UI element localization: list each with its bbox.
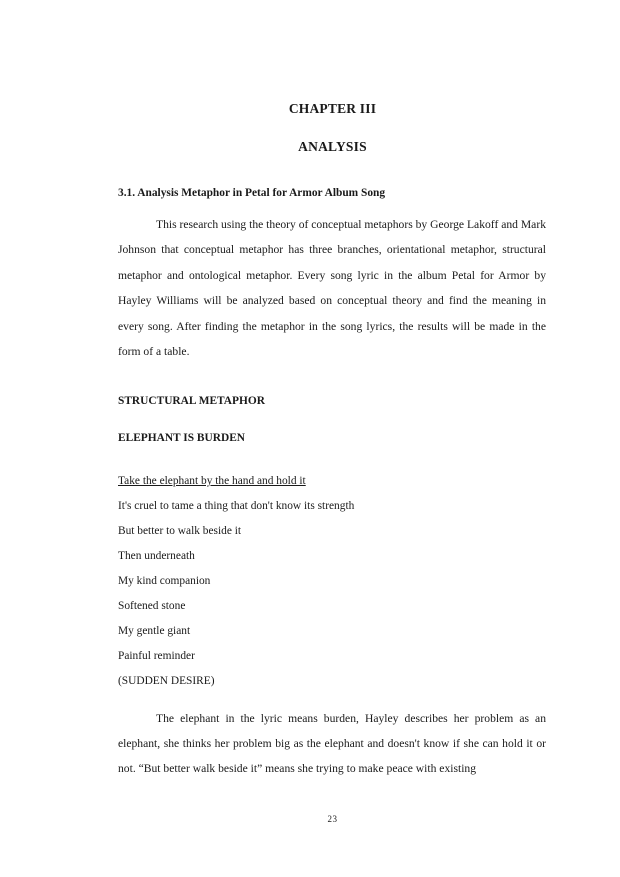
- lyric-line: But better to walk beside it: [118, 525, 242, 537]
- lyrics-list: [118, 469, 546, 694]
- lyric-line: Then underneath: [118, 550, 195, 562]
- lyric-line: Softened stone: [118, 600, 186, 612]
- paragraph-intro-text: This research using the theory of conceptual metaphors by George Lakoff and Mark Johnson that conceptual metaphor has three branches, orientational metaphor, structural metaphor and ontological metaphor. Every song lyric in the album Petal for Armor by Hayley Williams will be analyzed based on conceptual theory and find the meaning in every song. After finding the metaphor in the song lyrics, the results will be made in the form of a table.: [118, 218, 546, 359]
- chapter-number: CHAPTER III: [288, 101, 377, 116]
- lyric-line: My gentle giant: [118, 625, 191, 637]
- chapter-title: ANALYSIS: [298, 139, 367, 154]
- lyric-line: My kind companion: [118, 575, 211, 587]
- section-title: 3.1. Analysis Metaphor in Petal for Armor Album Song: [118, 187, 386, 199]
- paragraph-analysis: [118, 706, 546, 781]
- lyric-line: (SUDDEN DESIRE): [118, 675, 215, 687]
- subheading-metaphor-name: ELEPHANT IS BURDEN: [118, 432, 246, 444]
- subheading-metaphor-type: STRUCTURAL METAPHOR: [118, 395, 265, 407]
- paragraph-intro: [118, 212, 546, 364]
- lyric-line: It's cruel to tame a thing that don't know its strength: [118, 500, 355, 512]
- lyric-line: Take the elephant by the hand and hold it: [118, 475, 306, 487]
- lyric-line: Painful reminder: [118, 650, 195, 662]
- paragraph-analysis-text: The elephant in the lyric means burden, Hayley describes her problem as an elephant, she thinks her problem big as the elephant and doesn't know if she can hold it or not. “But better walk beside it” means she trying to make peace with existing: [118, 712, 546, 775]
- page-number: 23: [327, 814, 338, 824]
